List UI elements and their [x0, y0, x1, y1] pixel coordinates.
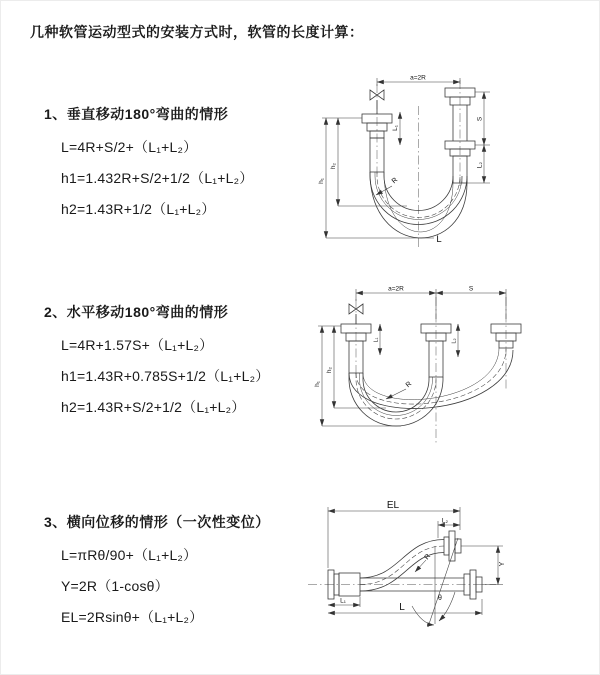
dim-label-s: S	[476, 116, 484, 122]
formula-list	[44, 539, 270, 632]
dim-label-l1: L₁	[392, 125, 399, 131]
dim-label-h2: h₂	[326, 366, 333, 374]
formula-line: h1=1.43R+0.785S+1/2（L₁+L₂）	[61, 367, 270, 384]
dim-label-el: EL	[386, 500, 400, 511]
radius-label: R	[404, 380, 414, 390]
dim-label-l2: L₂	[441, 517, 449, 525]
section-heading: 2、水平移动180°弯曲的情形	[44, 304, 229, 320]
formula-line: L=4R+S/2+（L₁+L₂）	[61, 138, 198, 155]
section-3	[44, 512, 270, 632]
diagram-lateral-displacement	[298, 494, 600, 646]
dim-label-s: S	[468, 285, 474, 293]
dim-label-y: Y	[499, 561, 506, 567]
dim-label-l2: L₂	[476, 161, 484, 169]
dim-label-h2: h₂	[330, 162, 337, 170]
section-1	[44, 104, 253, 224]
dim-label-h1: h₁	[314, 381, 321, 387]
radius-label: R	[390, 176, 400, 186]
dim-label-a2r: a=2R	[410, 74, 426, 82]
formula-line: EL=2Rsinθ+（L₁+L₂）	[61, 608, 204, 625]
displaced-hose	[360, 540, 444, 592]
formula-line: h2=1.43R+1/2（L₁+L₂）	[61, 200, 216, 217]
centerlines	[308, 581, 496, 588]
formula-list	[44, 131, 253, 224]
formula-line: Y=2R（1-cosθ）	[61, 577, 169, 594]
valve-symbol	[370, 90, 384, 114]
angle-label: θ	[438, 595, 442, 602]
diagram-vertical-180-bend	[312, 66, 592, 258]
formula-line: h2=1.43R+S/2+1/2（L₁+L₂）	[61, 398, 246, 415]
diagram-horizontal-180-bend	[306, 277, 600, 462]
radius-label: R	[423, 552, 433, 562]
section-heading: 1、垂直移动180°弯曲的情形	[44, 106, 229, 122]
length-label: L	[436, 234, 442, 245]
hose-arcs	[349, 348, 513, 426]
dimension-lines	[328, 507, 503, 615]
dim-label-h1: h₁	[318, 178, 325, 184]
formula-line: L=4R+1.57S+（L₁+L₂）	[61, 336, 214, 353]
section-2	[44, 302, 269, 422]
dimension-lines	[322, 78, 490, 238]
section-heading: 3、横向位移的情形（一次性变位）	[44, 514, 270, 530]
dim-label-l1: L₁	[373, 337, 380, 343]
dim-label-a2r: a=2R	[388, 285, 404, 293]
page-title: 几种软管运动型式的安装方式时，软管的长度计算：	[30, 24, 364, 40]
dim-label-l1: L₁	[340, 597, 346, 605]
angle-construction	[412, 538, 458, 627]
formula-list	[44, 329, 269, 422]
upper-flange	[444, 531, 461, 561]
dim-label-l: L	[399, 602, 405, 613]
formula-line: L=πRθ/90+（L₁+L₂）	[61, 546, 198, 563]
dim-label-l2: L₂	[451, 338, 458, 344]
centerlines	[377, 80, 460, 248]
dimension-lines	[318, 289, 506, 426]
formula-line: h1=1.432R+S/2+1/2（L₁+L₂）	[61, 169, 254, 186]
